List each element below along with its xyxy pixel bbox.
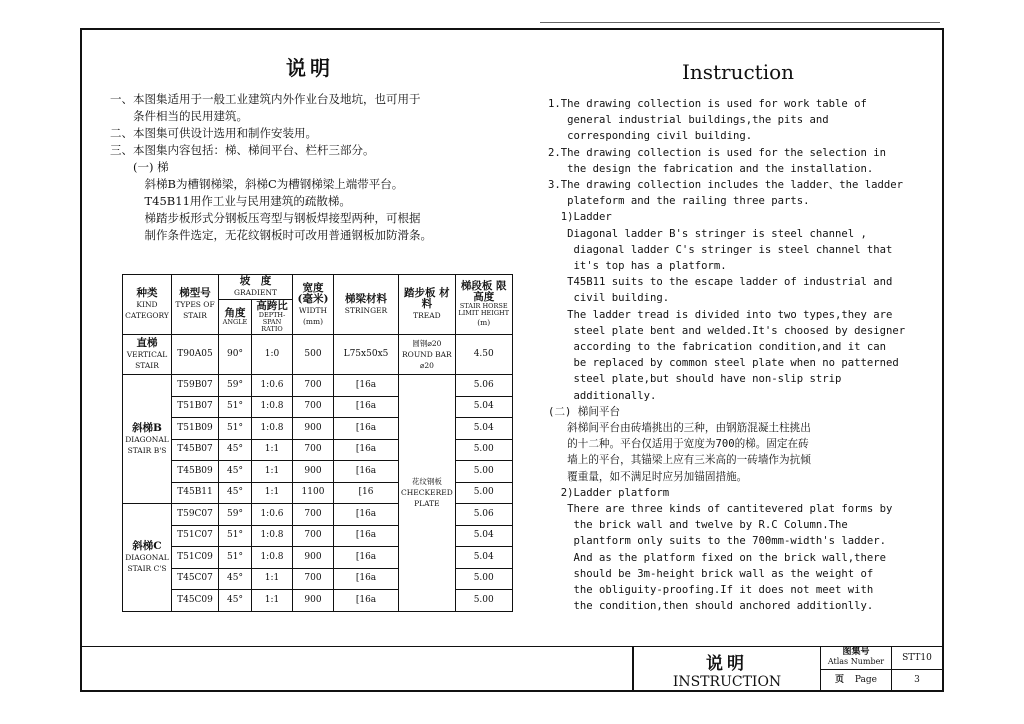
left-title: 说明 xyxy=(286,56,334,80)
right-line: the design the fabrication and the installation. xyxy=(548,162,874,175)
type-cell: T51C09 xyxy=(172,547,219,569)
left-line: 梯踏步板形式分钢板压弯型与钢板焊接型两种，可根据 xyxy=(110,211,421,225)
right-line: plantform only suits to the 700mm-width's ladder. xyxy=(548,535,887,548)
left-line: (一) 梯 xyxy=(110,160,169,174)
right-line: civil building. xyxy=(548,292,670,305)
type-cell: T51B07 xyxy=(172,396,219,418)
width-cell: 900 xyxy=(293,461,334,483)
header-type: 梯型号 TYPES OF STAIR xyxy=(172,275,219,335)
right-line: 3.The drawing collection includes the ladder、the ladder xyxy=(548,179,904,192)
right-line: be replaced by common steel plate when no patterned xyxy=(548,357,899,370)
right-line: 的十二种。平台仅适用于宽度为700的梯。固定在砖 xyxy=(548,438,809,451)
right-line: 墙上的平台，其锚梁上应有三米高的一砖墙作为抗倾 xyxy=(548,454,811,467)
left-text xyxy=(110,91,510,244)
kind-cell-vertical: 直梯 VERTICAL STAIR xyxy=(123,335,172,375)
stringer-cell: [16a xyxy=(334,568,399,590)
right-line: 2.The drawing collection is used for the selection in xyxy=(548,146,887,159)
limit-cell: 5.00 xyxy=(455,461,512,483)
atlas-number-label: 图集号 Atlas Number xyxy=(821,647,892,670)
header-tread: 踏步板 材料 TREAD xyxy=(399,275,456,335)
limit-cell: 4.50 xyxy=(455,335,512,375)
limit-cell: 5.04 xyxy=(455,525,512,547)
ratio-cell: 1:1 xyxy=(252,439,293,461)
right-line: 覆重量，如不满足时应另加锚固措施。 xyxy=(548,470,748,483)
right-line: the brick wall and twelve by R.C Column.The xyxy=(548,519,848,532)
ratio-cell: 1:0.8 xyxy=(252,547,293,569)
right-line: according to the fabrication condition,and it can xyxy=(548,341,887,354)
left-line: 条件相当的民用建筑。 xyxy=(110,109,248,123)
width-cell: 700 xyxy=(293,396,334,418)
type-cell: T59C07 xyxy=(172,504,219,526)
stringer-cell: [16a xyxy=(334,396,399,418)
tread-cell-checkered: 花纹钢板 CHECKERED PLATE xyxy=(399,375,456,612)
stringer-cell: [16a xyxy=(334,375,399,397)
header-stringer: 梯梁材料 STRINGER xyxy=(334,275,399,335)
width-cell: 900 xyxy=(293,590,334,612)
angle-cell: 45° xyxy=(219,439,252,461)
left-line: T45B11用作工业与民用建筑的疏散梯。 xyxy=(110,194,351,208)
limit-cell: 5.00 xyxy=(455,439,512,461)
angle-cell: 45° xyxy=(219,482,252,504)
angle-cell: 59° xyxy=(219,375,252,397)
width-cell: 700 xyxy=(293,439,334,461)
angle-cell: 51° xyxy=(219,547,252,569)
stringer-cell: [16a xyxy=(334,504,399,526)
kind-cell-c: 斜梯C DIAGONAL STAIR C'S xyxy=(123,504,172,612)
limit-cell: 5.00 xyxy=(455,482,512,504)
atlas-number-value: STT10 xyxy=(892,647,942,670)
type-cell: T45B09 xyxy=(172,461,219,483)
angle-cell: 45° xyxy=(219,461,252,483)
right-line: (二) 梯间平台 xyxy=(548,405,621,418)
stringer-cell: [16a xyxy=(334,418,399,440)
ratio-cell: 1:0.8 xyxy=(252,396,293,418)
ratio-cell: 1:1 xyxy=(252,590,293,612)
header-ratio: 高跨比 DEPTH-SPAN RATIO xyxy=(252,300,293,335)
width-cell: 1100 xyxy=(293,482,334,504)
table-row xyxy=(123,335,513,375)
limit-cell: 5.04 xyxy=(455,547,512,569)
stringer-cell: [16a xyxy=(334,461,399,483)
right-line: it's top has a platform. xyxy=(548,260,727,273)
page-label: 页 Page xyxy=(821,670,892,691)
header-gradient: 坡 度 GRADIENT xyxy=(219,275,293,300)
ratio-cell: 1:0.8 xyxy=(252,418,293,440)
type-cell: T45C07 xyxy=(172,568,219,590)
angle-cell: 90° xyxy=(219,335,252,375)
kind-cell-b: 斜梯B DIAGONAL STAIR B'S xyxy=(123,375,172,504)
right-line: should be 3m-height brick wall as the weight of xyxy=(548,567,874,580)
type-cell: T45B07 xyxy=(172,439,219,461)
right-line: The ladder tread is divided into two types,they are xyxy=(548,308,893,321)
width-cell: 700 xyxy=(293,525,334,547)
ratio-cell: 1:0.6 xyxy=(252,375,293,397)
angle-cell: 45° xyxy=(219,568,252,590)
right-line: plateform and the railing three parts. xyxy=(548,195,810,208)
title-block-cells xyxy=(820,647,943,691)
title-block-name-zh: 说明 xyxy=(706,654,748,674)
stringer-cell: [16 xyxy=(334,482,399,504)
right-line: additionally. xyxy=(548,389,657,402)
ratio-cell: 1:0 xyxy=(252,335,293,375)
title-block-name xyxy=(634,647,820,691)
right-line: 2)Ladder platform xyxy=(548,486,670,499)
left-line: 二、本图集可供设计选用和制作安装用。 xyxy=(110,126,317,140)
width-cell: 900 xyxy=(293,547,334,569)
right-line: Diagonal ladder B's stringer is steel channel , xyxy=(548,227,867,240)
header-angle: 角度 ANGLE xyxy=(219,300,252,335)
right-line: 1.The drawing collection is used for work table of xyxy=(548,98,867,110)
right-line: There are three kinds of cantitevered plat forms by xyxy=(548,503,893,516)
right-line: T45B11 suits to the escape ladder of industrial and xyxy=(548,276,893,289)
top-rule xyxy=(540,22,940,23)
stair-spec-table xyxy=(122,274,513,612)
angle-cell: 59° xyxy=(219,504,252,526)
header-kind: 种类 KIND CATEGORY xyxy=(123,275,172,335)
right-line: general industrial buildings,the pits and xyxy=(548,114,829,127)
left-line: 斜梯B为槽钢梯梁，斜梯C为槽钢梯梁上端带平台。 xyxy=(110,177,404,191)
limit-cell: 5.00 xyxy=(455,590,512,612)
stringer-cell: [16a xyxy=(334,547,399,569)
limit-cell: 5.04 xyxy=(455,396,512,418)
right-line: corresponding civil building. xyxy=(548,130,753,143)
title-block xyxy=(632,646,942,690)
type-cell: T45B11 xyxy=(172,482,219,504)
ratio-cell: 1:0.8 xyxy=(252,525,293,547)
width-cell: 500 xyxy=(293,335,334,375)
limit-cell: 5.06 xyxy=(455,375,512,397)
tread-cell: 圆钢⌀20 ROUND BAR ⌀20 xyxy=(399,335,456,375)
width-cell: 700 xyxy=(293,375,334,397)
right-title: Instruction xyxy=(681,60,795,84)
right-line: steel plate bent and welded.It's choosed by designer xyxy=(548,324,906,337)
header-width: 宽度 (毫米) WIDTH (mm) xyxy=(293,275,334,335)
type-cell: T45C09 xyxy=(172,590,219,612)
type-cell: T51B09 xyxy=(172,418,219,440)
ratio-cell: 1:0.6 xyxy=(252,504,293,526)
angle-cell: 45° xyxy=(219,590,252,612)
right-line: 斜梯间平台由砖墙挑出的三种，由钢筋混凝土柱挑出 xyxy=(548,422,811,435)
bottom-separator xyxy=(80,646,632,647)
right-line: diagonal ladder C's stringer is steel channel that xyxy=(548,243,893,256)
left-line: 一、本图集适用于一般工业建筑内外作业台及地坑，也可用于 xyxy=(110,92,421,106)
angle-cell: 51° xyxy=(219,418,252,440)
type-cell: T51C07 xyxy=(172,525,219,547)
limit-cell: 5.00 xyxy=(455,568,512,590)
ratio-cell: 1:1 xyxy=(252,461,293,483)
stringer-cell: [16a xyxy=(334,590,399,612)
angle-cell: 51° xyxy=(219,525,252,547)
table-header-row xyxy=(123,275,513,300)
stringer-cell: [16a xyxy=(334,525,399,547)
angle-cell: 51° xyxy=(219,396,252,418)
left-line: 三、本图集内容包括：梯、梯间平台、栏杆三部分。 xyxy=(110,143,375,157)
ratio-cell: 1:1 xyxy=(252,568,293,590)
right-line: the condition,then should anchored additionlly. xyxy=(548,600,874,613)
width-cell: 700 xyxy=(293,504,334,526)
stringer-cell: L75x50x5 xyxy=(334,335,399,375)
header-limit: 梯段板 限高度 STAIR HORSE LIMIT HEIGHT (m) xyxy=(455,275,512,335)
width-cell: 900 xyxy=(293,418,334,440)
type-cell: T59B07 xyxy=(172,375,219,397)
type-cell: T90A05 xyxy=(172,335,219,375)
page-value: 3 xyxy=(914,675,920,685)
table-row xyxy=(123,375,513,397)
right-section xyxy=(548,60,928,615)
left-line: 制作条件选定，无花纹钢板时可改用普通钢板加防滑条。 xyxy=(110,228,432,242)
left-section xyxy=(110,52,510,244)
right-line: 1)Ladder xyxy=(548,211,612,224)
right-line: the obliguity-proofing.If it does not meet with xyxy=(548,584,874,597)
title-block-name-en: INSTRUCTION xyxy=(672,674,782,690)
stringer-cell: [16a xyxy=(334,439,399,461)
right-line: steel plate,but should have non-slip strip xyxy=(548,373,842,386)
right-line: And as the platform fixed on the brick wall,there xyxy=(548,551,887,564)
right-text xyxy=(548,96,928,615)
limit-cell: 5.06 xyxy=(455,504,512,526)
limit-cell: 5.04 xyxy=(455,418,512,440)
ratio-cell: 1:1 xyxy=(252,482,293,504)
width-cell: 700 xyxy=(293,568,334,590)
